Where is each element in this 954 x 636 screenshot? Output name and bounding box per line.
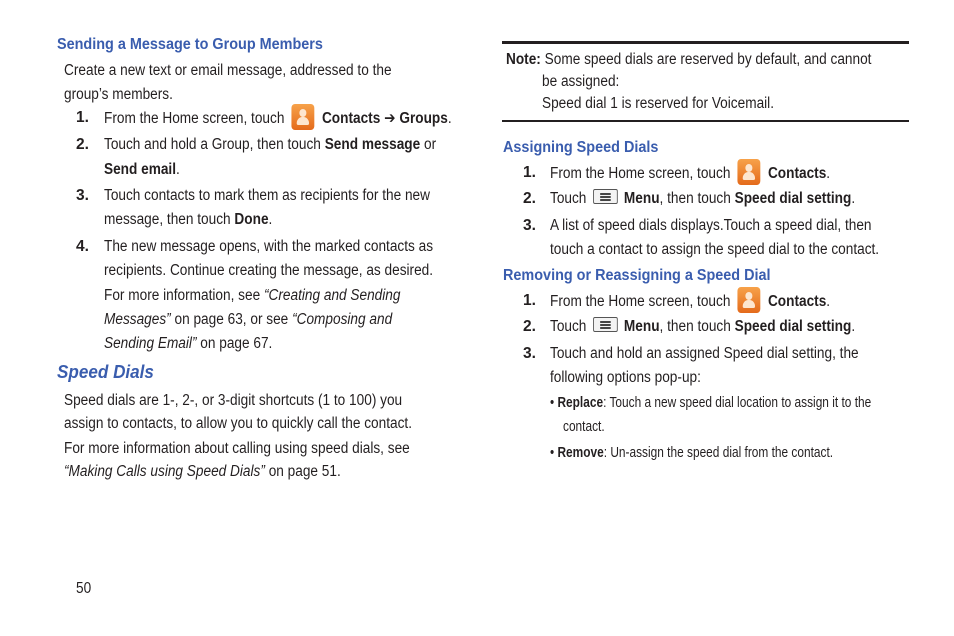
send-email-label: Send email <box>104 161 177 178</box>
menu-icon <box>593 189 618 204</box>
bullet-icon: • <box>550 395 555 411</box>
period: . <box>176 161 180 178</box>
groups-label: Groups <box>399 110 448 128</box>
speed-para-line-3: For more information about calling using speed dials, see <box>64 440 410 457</box>
contacts-label: Contacts <box>767 165 827 183</box>
step-2-text-cont <box>104 158 180 182</box>
remove-step-3-line-2: following options pop-up: <box>550 369 701 386</box>
xref-link[interactable]: “Making Calls using Speed Dials” <box>64 463 265 480</box>
heading-group-message: Sending a Message to Group Members <box>57 36 323 53</box>
page-number: 50 <box>76 580 92 597</box>
assign-step-3-line-1: A list of speed dials displays.Touch a speed dial, then <box>550 217 872 234</box>
contacts-icon <box>738 159 761 185</box>
step-number: 3. <box>523 345 536 362</box>
remove-step-3-line-1: Touch and hold an assigned Speed dial setting, the <box>550 345 859 362</box>
remove-step-2 <box>550 315 855 339</box>
note-line-3: Speed dial 1 is reserved for Voicemail. <box>542 95 775 112</box>
group-intro-line-1: Create a new text or email message, addressed to the <box>64 62 392 79</box>
step-number: 3. <box>76 187 89 204</box>
bullet-text: : Touch a new speed dial location to assign it to the <box>603 395 872 411</box>
note-label: Note: <box>506 51 541 68</box>
step-number: 1. <box>523 164 536 181</box>
step-3-line-2 <box>104 208 272 232</box>
group-intro-line-2: group’s members. <box>64 86 173 103</box>
assign-step-3-line-2: touch a contact to assign the speed dial to the contact. <box>550 241 880 258</box>
speed-para-line-4 <box>64 460 341 484</box>
period: . <box>447 110 452 128</box>
heading-speed-dials: Speed Dials <box>57 362 154 382</box>
menu-label: Menu <box>623 190 660 207</box>
step-text: Touch <box>550 318 587 335</box>
step-text: From the Home screen, touch <box>550 165 731 183</box>
remove-step-1 <box>550 289 830 315</box>
step-number: 2. <box>76 136 89 153</box>
xref-link[interactable]: “Creating and Sending <box>263 287 401 304</box>
more-info-text: For more information, see <box>104 287 261 304</box>
more-info-text: on page 63, or see <box>174 311 289 328</box>
step-1-text <box>104 106 452 132</box>
step-text: From the Home screen, touch <box>104 110 285 128</box>
xref-link[interactable]: “Composing and <box>292 311 393 328</box>
or-text: or <box>424 136 437 153</box>
menu-icon <box>593 317 618 332</box>
speed-para-line-1: Speed dials are 1-, 2-, or 3-digit shortcuts (1 to 100) you <box>64 392 403 409</box>
period: . <box>826 293 831 311</box>
period: . <box>851 318 856 335</box>
note-text: Some speed dials are reserved by default, and cannot <box>544 51 872 68</box>
step-number: 1. <box>76 109 89 126</box>
more-info-line-3 <box>104 332 272 356</box>
step-text: Touch and hold a Group, then touch <box>104 136 321 153</box>
done-label: Done <box>234 211 269 228</box>
replace-label: Replace <box>557 395 604 411</box>
period: . <box>851 190 856 207</box>
step-text: , then touch <box>659 318 731 335</box>
menu-label: Menu <box>623 318 660 335</box>
assign-step-1 <box>550 161 830 187</box>
more-info-text: on page 67. <box>200 335 273 352</box>
step-number: 1. <box>523 292 536 309</box>
step-4-line-1: The new message opens, with the marked contacts as <box>104 238 434 255</box>
note-top-rule <box>502 41 909 44</box>
period: . <box>268 211 273 228</box>
contacts-icon <box>738 287 761 313</box>
step-number: 4. <box>76 238 89 255</box>
note-line-1 <box>506 48 871 72</box>
heading-assign: Assigning Speed Dials <box>503 139 659 156</box>
step-number: 2. <box>523 318 536 335</box>
contacts-icon <box>292 104 315 130</box>
more-info-line-2 <box>104 308 392 332</box>
heading-remove: Removing or Reassigning a Speed Dial <box>503 267 771 284</box>
speed-dial-setting-label: Speed dial setting <box>734 318 852 335</box>
period: . <box>826 165 831 183</box>
step-2-text <box>104 133 436 157</box>
step-text: , then touch <box>659 190 731 207</box>
step-text: Touch <box>550 190 587 207</box>
xref-link[interactable]: Sending Email” <box>104 335 197 352</box>
more-info-line-1 <box>104 284 400 308</box>
contacts-label: Contacts <box>321 110 381 128</box>
assign-step-2 <box>550 187 855 211</box>
step-text: message, then touch <box>104 211 231 228</box>
bullet-text: : Un-assign the speed dial from the contact. <box>603 445 834 461</box>
step-3-line-1: Touch contacts to mark them as recipients for the new <box>104 187 430 204</box>
bullet-replace-cont: contact. <box>563 419 605 435</box>
bullet-remove <box>550 441 833 465</box>
arrow-icon: ➔ <box>384 110 396 128</box>
step-number: 2. <box>523 190 536 207</box>
speed-dial-setting-label: Speed dial setting <box>734 190 852 207</box>
remove-label: Remove <box>557 445 604 461</box>
bullet-replace <box>550 391 871 415</box>
speed-para-text: on page 51. <box>268 463 341 480</box>
step-number: 3. <box>523 217 536 234</box>
contacts-label: Contacts <box>767 293 827 311</box>
xref-link[interactable]: Messages” <box>104 311 171 328</box>
step-4-line-2: recipients. Continue creating the message, as desired. <box>104 262 434 279</box>
bullet-icon: • <box>550 445 555 461</box>
note-line-2: be assigned: <box>542 73 620 90</box>
speed-para-line-2: assign to contacts, to allow you to quickly call the contact. <box>64 415 413 432</box>
note-bottom-rule <box>502 120 909 122</box>
step-text: From the Home screen, touch <box>550 293 731 311</box>
send-message-label: Send message <box>324 136 421 153</box>
